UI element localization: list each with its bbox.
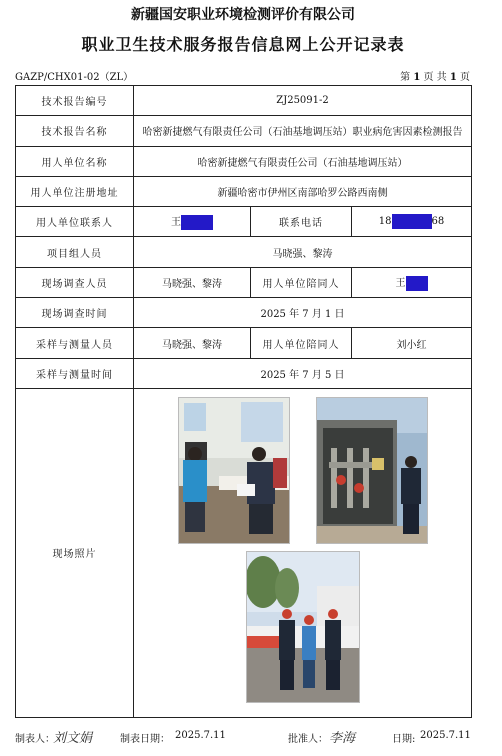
page-prefix: 第: [400, 72, 411, 83]
employer-label: 用人单位名称: [16, 146, 134, 176]
date2-value: 2025.7.11: [420, 730, 471, 741]
approver-label: 批准人：: [288, 734, 328, 745]
team-label: 项目组人员: [16, 237, 134, 267]
row-contact: [16, 207, 472, 237]
row-address: [16, 176, 472, 206]
survey-time-label: 现场调查时间: [16, 298, 134, 328]
row-survey-time: [16, 298, 472, 328]
employer-value: 哈密新捷燃气有限责任公司（石油基地调压站）: [134, 146, 472, 176]
phone-prefix: 18: [378, 216, 392, 228]
survey-staff-label: 现场调查人员: [16, 267, 134, 297]
maker-label: 制表人：: [15, 734, 55, 745]
redaction-block: [406, 276, 428, 291]
row-sampling-staff: [16, 328, 472, 358]
row-sampling-time: [16, 358, 472, 388]
page-mid: 页 共: [423, 72, 447, 83]
redaction-block: [181, 215, 213, 230]
phone-value: [352, 207, 472, 237]
form-code: GAZP/CHX01-02（ZL）: [15, 72, 134, 83]
row-team: [16, 237, 472, 267]
sampling-time-label: 采样与测量时间: [16, 358, 134, 388]
record-table: [15, 85, 472, 718]
sampling-staff-label: 采样与测量人员: [16, 328, 134, 358]
address-value: 新疆哈密市伊州区南部哈罗公路西南侧: [134, 176, 472, 206]
date1-value: 2025.7.11: [175, 730, 226, 741]
redaction-block: [392, 214, 432, 229]
company-name: 新疆国安职业环境检测评价有限公司: [131, 7, 355, 23]
row-employer: [16, 146, 472, 176]
survey-time-value: 2025 年 7 月 1 日: [134, 298, 472, 328]
survey-escort-label: 用人单位陪同人: [251, 267, 352, 297]
page-title: 职业卫生技术服务报告信息网上公开记录表: [81, 35, 405, 54]
report-no-value: ZJ25091-2: [134, 86, 472, 116]
date1-label: 制表日期：: [120, 734, 170, 745]
sampling-time-value: 2025 年 7 月 5 日: [134, 358, 472, 388]
site-photo-office: [178, 397, 290, 544]
survey-escort-name: 王: [395, 277, 406, 289]
date2-label: 日期:: [392, 734, 416, 745]
contact-value: [134, 207, 251, 237]
phone-label: 联系电话: [251, 207, 352, 237]
report-no-label: 技术报告编号: [16, 86, 134, 116]
page-suffix: 页: [460, 72, 470, 83]
sampling-escort-value: 刘小红: [352, 328, 472, 358]
address-label: 用人单位注册地址: [16, 176, 134, 206]
approver-signature: 李海: [329, 731, 356, 746]
row-report-no: [16, 86, 472, 116]
survey-staff-value: 马晓强、黎涛: [134, 267, 251, 297]
row-report-name: [16, 116, 472, 146]
photos-area: [134, 388, 472, 717]
phone-suffix: 68: [431, 216, 445, 228]
page-indicator: [400, 68, 470, 83]
row-photos: [16, 388, 472, 717]
contact-name: 王: [171, 217, 181, 229]
maker-signature: 刘文娟: [53, 731, 93, 746]
sampling-staff-value: 马晓强、黎涛: [134, 328, 251, 358]
photos-label: 现场照片: [16, 388, 134, 717]
site-photo-group: [246, 551, 360, 703]
row-survey-staff: [16, 267, 472, 297]
report-name-label: 技术报告名称: [16, 116, 134, 146]
page-current: 1: [413, 72, 421, 83]
site-photo-station: [316, 397, 428, 544]
team-value: 马晓强、黎涛: [134, 237, 472, 267]
contact-label: 用人单位联系人: [16, 207, 134, 237]
sampling-escort-label: 用人单位陪同人: [251, 328, 352, 358]
report-name-value: 哈密新捷燃气有限责任公司（石油基地调压站）职业病危害因素检测报告: [134, 116, 472, 146]
survey-escort-value: [352, 267, 472, 297]
page-total: 1: [449, 72, 457, 83]
